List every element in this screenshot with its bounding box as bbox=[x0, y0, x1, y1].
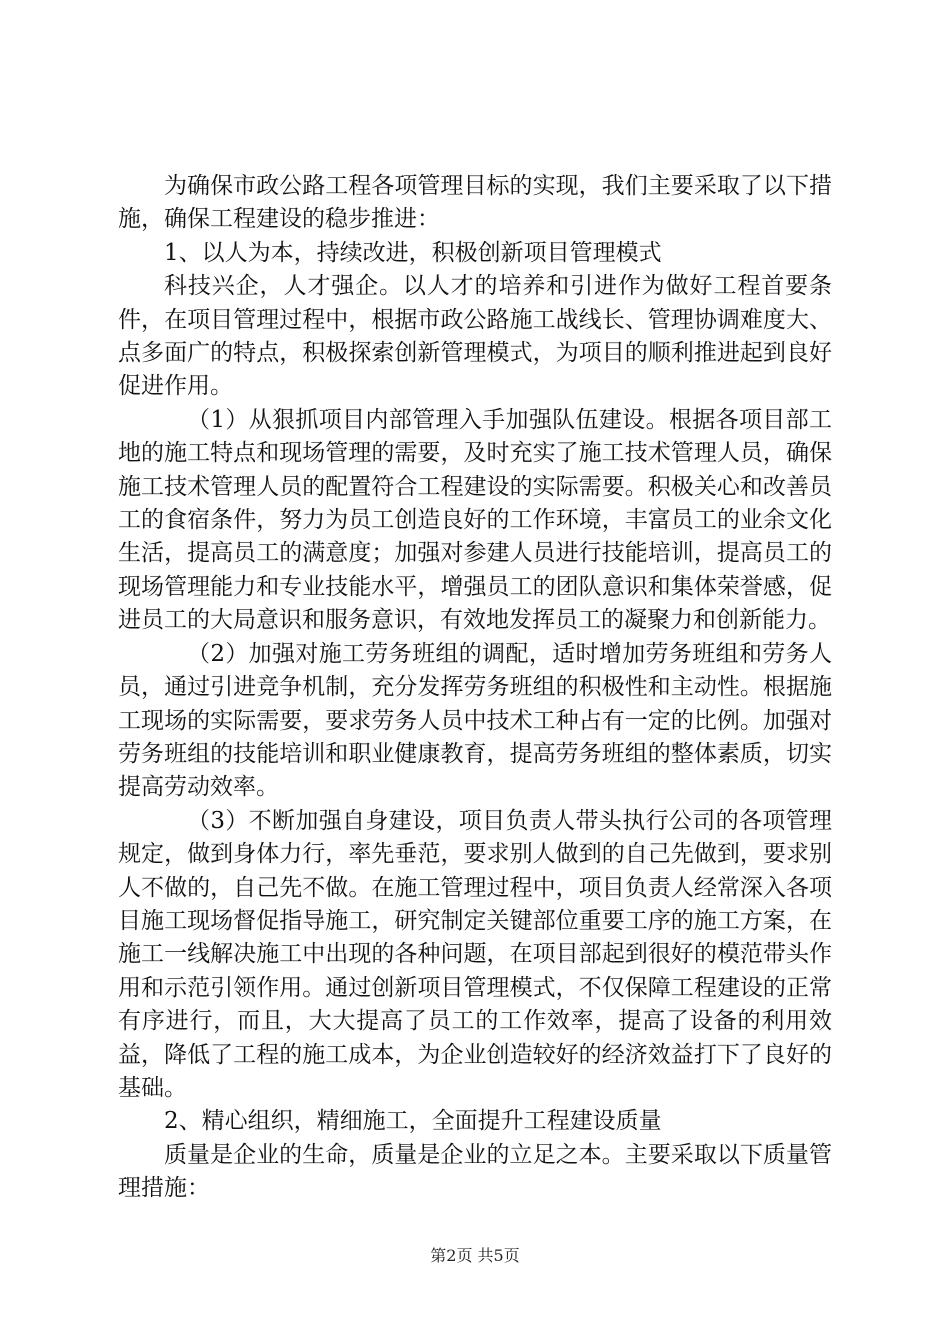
page-number-footer: 第2页 共5页 bbox=[430, 1246, 520, 1265]
item-3-paragraph: （3）不断加强自身建设，项目负责人带头执行公司的各项管理规定，做到身体力行，率先垂范，要求别人做到的自己先做到，要求别人不做的，自己先不做。在施工管理过程中，项目负责人经常深入各项目施工现场督促指导施工，研究制定关键部位重要工序的施工方案，在施工一线解决施工中出现的各种问题，在项目部起到很好的模范带头作用和示范引领作用。通过创新项目管理模式，不仅保障工程建设的正常有序进行，而且，大大提高了员工的工作效率，提高了设备的利用效益，降低了工程的施工成本，为企业创造较好的经济效益打下了良好的基础。 bbox=[118, 807, 832, 1101]
item-1-paragraph: （1）从狠抓项目内部管理入手加强队伍建设。根据各项目部工地的施工特点和现场管理的需要，及时充实了施工技术管理人员，确保施工技术管理人员的配置符合工程建设的实际需要。积极关心和改善员工的食宿条件，努力为员工创造良好的工作环境，丰富员工的业余文化生活，提高员工的满意度；加强对参建人员进行技能培训，提高员工的现场管理能力和专业技能水平，增强员工的团队意识和集体荣誉感，促进员工的大局意识和服务意识，有效地发挥员工的凝聚力和创新能力。 bbox=[118, 406, 832, 634]
document-body bbox=[118, 170, 832, 1206]
intro-paragraph: 为确保市政公路工程各项管理目标的实现，我们主要采取了以下措施，确保工程建设的稳步推进： bbox=[118, 173, 832, 233]
section-heading-1: 1、以人为本，持续改进，积极创新项目管理模式 bbox=[164, 239, 662, 266]
section-1-paragraph: 科技兴企，人才强企。以人才的培养和引进作为做好工程首要条件，在项目管理过程中，根据市政公路施工战线长、管理协调难度大、点多面广的特点，积极探索创新管理模式，为项目的顺利推进起到良好促进作用。 bbox=[118, 273, 832, 400]
section-2-paragraph: 质量是企业的生命，质量是企业的立足之本。主要采取以下质量管理措施： bbox=[118, 1141, 832, 1202]
item-2-paragraph: （2）加强对施工劳务班组的调配，适时增加劳务班组和劳务人员，通过引进竞争机制，充分发挥劳务班组的积极性和主动性。根据施工现场的实际需要，要求劳务人员中技术工种占有一定的比例。加强对劳务班组的技能培训和职业健康教育，提高劳务班组的整体素质，切实提高劳动效率。 bbox=[118, 640, 832, 801]
section-heading-2: 2、精心组织，精细施工，全面提升工程建设质量 bbox=[164, 1108, 662, 1135]
